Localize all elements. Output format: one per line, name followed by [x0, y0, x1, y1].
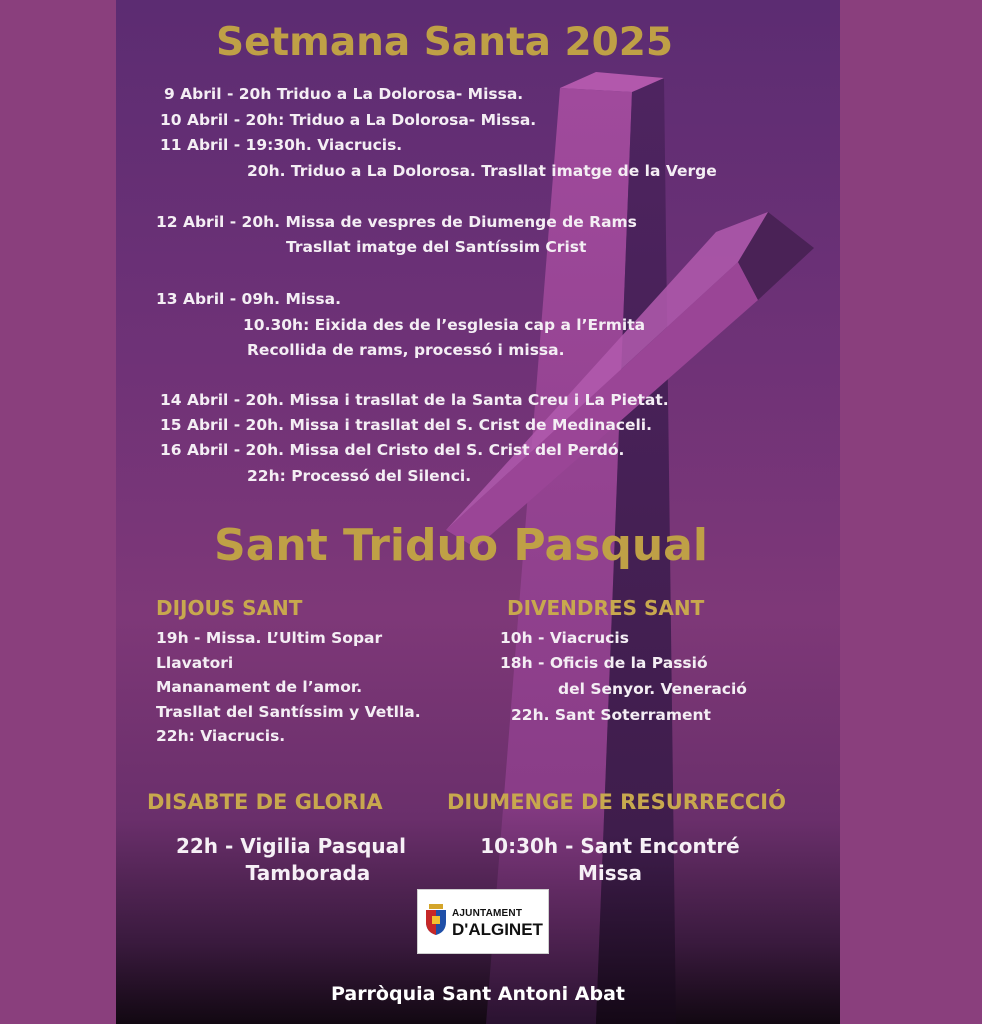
divendres-line: 10h - Viacrucis: [500, 629, 629, 647]
divendres-line: del Senyor. Veneració: [558, 680, 747, 698]
schedule-line: Trasllat imatge del Santíssim Crist: [286, 238, 587, 256]
schedule-line: 10.30h: Eixida des de l’esglesia cap a l’Ermita: [243, 316, 646, 334]
divendres-line: 18h - Oficis de la Passió: [500, 654, 708, 672]
disabte-line: 22h - Vigilia Pasqual: [175, 834, 407, 858]
divendres-line: 22h. Sant Soterrament: [511, 706, 711, 724]
poster: [116, 0, 840, 1024]
dijous-line: Llavatori: [156, 653, 234, 672]
dijous-line: 19h - Missa. L’Ultim Sopar: [156, 629, 383, 647]
title-setmana-santa: Setmana Santa 2025: [216, 20, 674, 65]
schedule-line: 12 Abril - 20h. Missa de vespres de Diumenge de Rams: [156, 213, 637, 231]
divendres-sant-list: [500, 626, 800, 736]
dijous-line: Trasllat del Santíssim y Vetlla.: [156, 702, 421, 721]
schedule-line: 11 Abril - 19:30h. Viacrucis.: [160, 136, 403, 154]
heading-disabte-de-gloria: DISABTE DE GLORIA: [147, 790, 383, 814]
dijous-sant-list: [156, 626, 421, 749]
schedule-list: [116, 82, 840, 502]
heading-dijous-sant: DIJOUS SANT: [156, 596, 303, 620]
logo-text-ajuntament: AJUNTAMENT: [452, 908, 523, 919]
schedule-line: 9 Abril - 20h Triduo a La Dolorosa- Missa.: [164, 85, 524, 103]
title-sant-triduo-pasqual: Sant Triduo Pasqual: [214, 520, 708, 571]
schedule-line: 15 Abril - 20h. Missa i trasllat del S. Crist de Medinaceli.: [160, 416, 653, 434]
schedule-line: 16 Abril - 20h. Missa del Cristo del S. Crist del Perdó.: [160, 441, 625, 459]
heading-diumenge-de-resurreccio: DIUMENGE DE RESURRECCIÓ: [447, 790, 786, 814]
logo-text-alginet: D'ALGINET: [452, 920, 543, 939]
ajuntament-alginet-logo: [417, 889, 549, 954]
coat-of-arms-icon: [424, 904, 448, 936]
schedule-line: 20h. Triduo a La Dolorosa. Trasllat imatge de la Verge: [247, 162, 717, 180]
schedule-line: 13 Abril - 09h. Missa.: [156, 290, 341, 308]
footer-parroquia: Parròquia Sant Antoni Abat: [330, 983, 626, 1005]
schedule-line: 22h: Processó del Silenci.: [247, 467, 472, 485]
diumenge-line: 10:30h - Sant Encontré: [480, 834, 740, 858]
dijous-line: Mananament de l’amor.: [156, 678, 363, 696]
disabte-line: Tamborada: [245, 861, 371, 885]
schedule-line: 10 Abril - 20h: Triduo a La Dolorosa- Missa.: [160, 111, 537, 129]
dijous-line: 22h: Viacrucis.: [156, 727, 286, 745]
schedule-line: Recollida de rams, processó i missa.: [247, 341, 565, 359]
diumenge-de-resurreccio-block: [470, 833, 750, 887]
disabte-de-gloria-block: [156, 833, 426, 887]
diumenge-line: Missa: [577, 861, 643, 885]
schedule-line: 14 Abril - 20h. Missa i trasllat de la Santa Creu i La Pietat.: [160, 391, 669, 409]
heading-divendres-sant: DIVENDRES SANT: [507, 596, 705, 620]
